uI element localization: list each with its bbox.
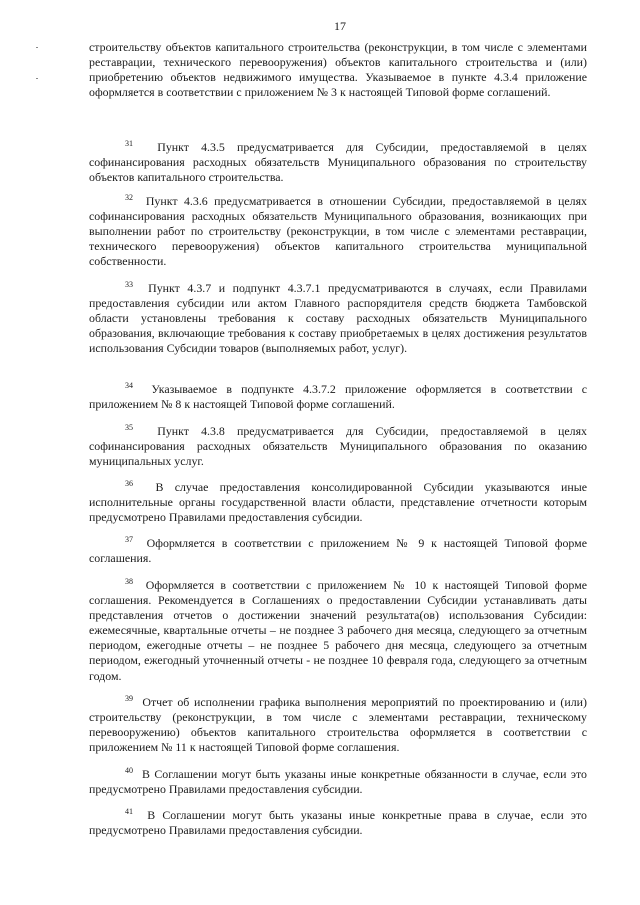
footnote-number: 31	[125, 139, 133, 148]
footnote-35	[89, 424, 587, 469]
footnote-number: 35	[125, 423, 133, 432]
scan-speck	[36, 78, 38, 79]
page-body	[89, 40, 587, 838]
footnote-text: Пункт 4.3.5 предусматривается для Субсидии, предоставляемой в целях софинансирования расходных обязательств Муниципального образования по строительству объектов капитального строительства.	[89, 140, 587, 185]
footnote-text: Пункт 4.3.6 предусматривается в отношении Субсидии, предоставляемой в целях софинансирования расходных обязательств Муниципального образования, возникающих при выполнении работ по строительству (реконструкции, в том числе с элементами реставрации, технического перевооружения) объектов капитального строительства муниципальной собственности.	[89, 194, 587, 269]
footnote-text: Указываемое в подпункте 4.3.7.2 приложение оформляется в соответствии с приложением № 8 к настоящей Типовой форме соглашений.	[89, 382, 588, 412]
footnote-text: Пункт 4.3.7 и подпункт 4.3.7.1 предусматриваются в случаях, если Правилами предоставления субсидии или актом Главного распорядителя средств бюджета Тамбовской области установлены требования к составу расходных обязательств Муниципального образования, включающие требования к составу приобретаемых в целях достижения результатов использования Субсидии товаров (выполняемых работ, услуг).	[89, 281, 587, 356]
footnote-number: 34	[125, 381, 133, 390]
footnote-number: 36	[125, 479, 133, 488]
footnote-number: 39	[125, 694, 133, 703]
footnote-40	[89, 767, 587, 797]
footnote-38	[89, 578, 587, 684]
continuation-paragraph: строительству объектов капитального строительства (реконструкции, в том числе с элементами реставрации, технического перевооружения) объектов капитального строительства и (или) приобретению объектов недвижимого имущества. Указываемое в пункте 4.3.4 приложение оформляется в соответствии с приложением № 3 к настоящей Типовой форме соглашений.	[89, 40, 587, 100]
footnote-37	[89, 536, 587, 566]
footnote-number: 32	[125, 193, 133, 202]
footnote-36	[89, 480, 587, 525]
footnote-text: В случае предоставления консолидированной Субсидии указываются иные исполнительные органы государственной власти области, представление отчетности которым предусмотрено Правилами предоставления субсидии.	[89, 480, 587, 525]
footnote-text: В Соглашении могут быть указаны иные конкретные права в случае, если это предусмотрено Правилами предоставления субсидии.	[89, 808, 587, 838]
footnote-text: Оформляется в соответствии с приложением № 10 к настоящей Типовой форме соглашения. Рекомендуется в Соглашениях о предоставлении Субсидии устанавливать даты представления отчетов о достижении значений результата(ов) использования Субсидии: ежемесячные, квартальные отчеты – не позднее 3 рабочего дня месяца, следующего за отчетным периодом, ежегодные отчеты – не позднее 5 рабочего дня месяца, следующего за отчетным периодом, ежегодный уточненный отчеты - не позднее 10 февраля года, следующего за отчетным годом.	[89, 578, 588, 683]
page-number: 17	[334, 19, 346, 33]
footnote-number: 40	[125, 766, 133, 775]
footnote-number: 38	[125, 577, 133, 586]
footnote-text: Оформляется в соответствии с приложением № 9 к настоящей Типовой форме соглашения.	[89, 536, 587, 566]
footnote-32	[89, 194, 587, 270]
footnote-number: 41	[125, 807, 133, 816]
footnote-33	[89, 281, 587, 372]
footnote-text: В Соглашении могут быть указаны иные конкретные обязанности в случае, если это предусмотрено Правилами предоставления субсидии.	[89, 767, 587, 797]
footnote-31	[89, 140, 587, 185]
footnote-number: 37	[125, 535, 133, 544]
footnote-39	[89, 695, 587, 756]
footnote-number: 33	[125, 280, 133, 289]
footnote-text: Отчет об исполнении графика выполнения мероприятий по проектированию и (или) строительству (реконструкции, в том числе с элементами реставрации, техническому перевооружению) объектов капитального строительства оформляется в соответствии с приложением № 11 к настоящей Типовой форме соглашения.	[89, 695, 587, 755]
footnote-text: Пункт 4.3.8 предусматривается для Субсидии, предоставляемой в целях софинансирования расходных обязательств Муниципального образования по оказанию муниципальных услуг.	[89, 424, 587, 469]
footnote-34	[89, 382, 587, 412]
footnote-41	[89, 808, 587, 838]
scan-speck	[36, 47, 38, 48]
